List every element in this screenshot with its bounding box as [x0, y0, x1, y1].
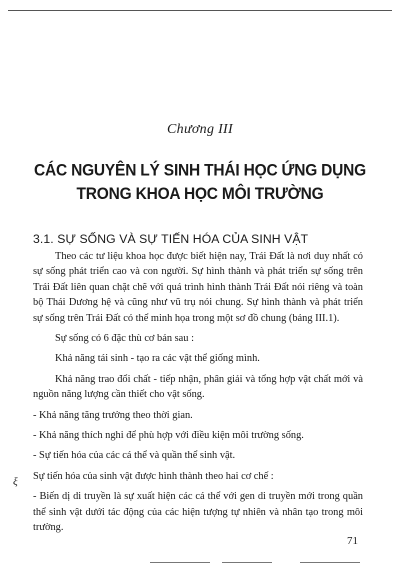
list-item-evolution: - Sự tiến hóa của các cá thể và quần thể sinh vật. — [33, 450, 236, 462]
top-rule — [8, 10, 392, 11]
chapter-title-line-2: TRONG KHOA HỌC MÔI TRƯỜNG — [76, 185, 324, 204]
paragraph-characteristics-lead: Sự sống có 6 đặc thù cơ bản sau : — [55, 333, 194, 345]
margin-mark: ξ — [13, 476, 18, 488]
list-item-genetic-variation: - Biến dị di truyền là sự xuất hiện các cá thể với gen di truyền mới trong quần thể sinh vật dưới tác động của các hiện tượng tự nhiên và nhân tạo trong môi trường. — [33, 491, 363, 534]
list-item-reproduction: Khả năng tái sinh - tạo ra các vật thể giống mình. — [55, 353, 260, 365]
list-item-growth: - Khả năng tăng trưởng theo thời gian. — [33, 409, 193, 421]
chapter-title — [0, 159, 400, 207]
bottom-rule — [0, 559, 400, 565]
list-item-metabolism: Khả năng trao đổi chất - tiếp nhận, phân giải và tổng hợp vật chất mới và nguồn năng lượng cần thiết cho vật sống. — [33, 373, 363, 401]
list-item-adaptation: - Khả năng thích nghi để phù hợp với điều kiện môi trường sống. — [33, 430, 304, 442]
page-number: 71 — [347, 535, 358, 547]
paragraph-mechanisms-lead: Sự tiến hóa của sinh vật được hình thành theo hai cơ chế : — [33, 470, 274, 482]
chapter-heading: Chương III — [167, 122, 233, 137]
section-heading: 3.1. SỰ SỐNG VÀ SỰ TIẾN HÓA CỦA SINH VẬT — [33, 232, 309, 246]
chapter-title-line-1: CÁC NGUYÊN LÝ SINH THÁI HỌC ỨNG DỤNG — [33, 161, 367, 180]
paragraph-intro: Theo các tư liệu khoa học được biết hiện nay, Trái Đất là nơi duy nhất có sự sống phát triển cao và con người. Sự hình thành và phát triển sự sống trên Trái Đất liên quan chặt chẽ với quá trình hình thành Trái Đất nói riêng và toàn bộ Thái Dương hệ và cũng như vũ trụ nói chung. Sự hình thành và phát triển sự sống trên Trái Đất có thể minh họa trong một sơ đồ chung (bảng III.1). — [33, 251, 363, 324]
body-text — [33, 249, 363, 536]
